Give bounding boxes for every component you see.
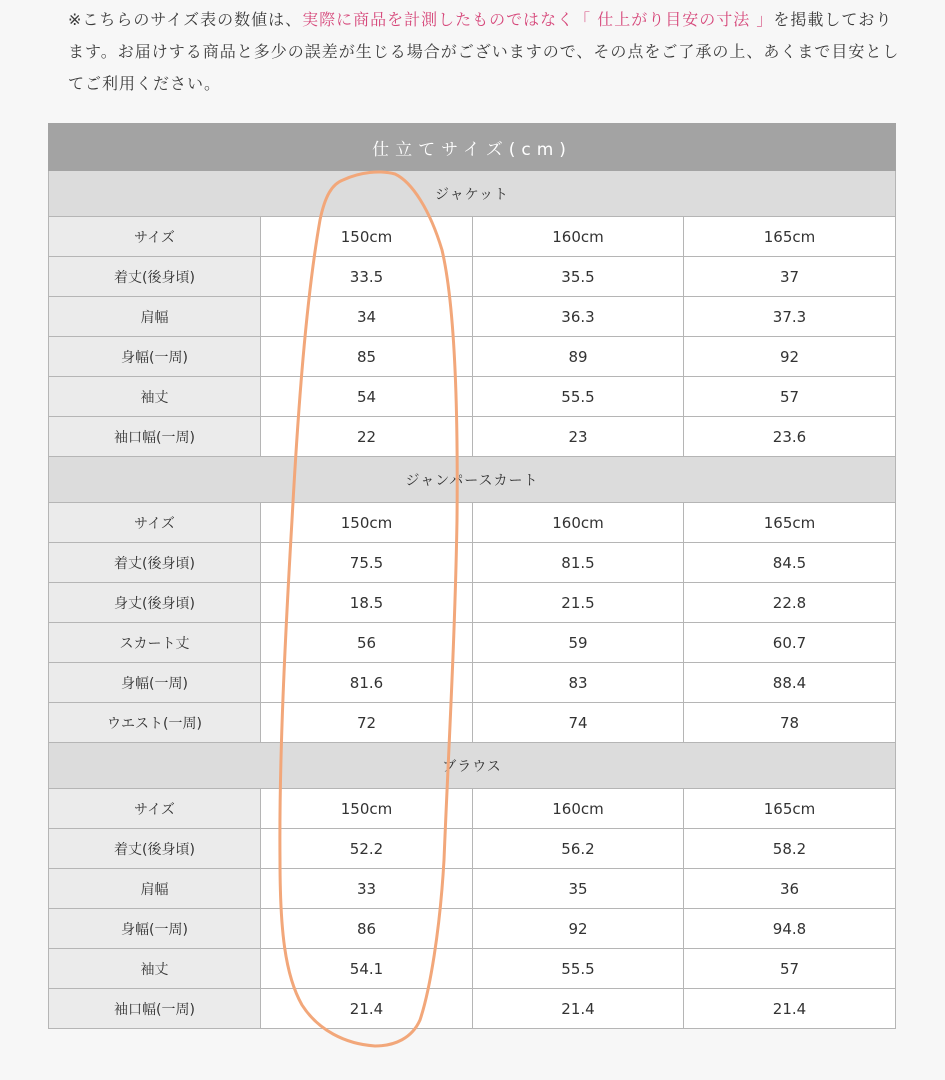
table-cell: 72	[261, 703, 473, 743]
table-cell: 165cm	[684, 789, 896, 829]
table-cell: 36.3	[473, 297, 684, 337]
table-row	[49, 503, 896, 543]
table-title-row	[49, 124, 896, 171]
row-label: 袖丈	[49, 949, 261, 989]
table-row	[49, 417, 896, 457]
table-cell: 33	[261, 869, 473, 909]
table-cell: 92	[684, 337, 896, 377]
table-cell: 59	[473, 623, 684, 663]
notice-text-2: を掲載しております。お届けする商品と多少の誤差が生じる場合がございますので、その点をご了承の上、あくまで目安としてご利用ください。	[68, 10, 900, 93]
section-header: ジャンパースカート	[49, 457, 896, 503]
table-cell: 54	[261, 377, 473, 417]
table-cell: 160cm	[473, 789, 684, 829]
table-cell: 81.6	[261, 663, 473, 703]
table-row	[49, 583, 896, 623]
table-cell: 83	[473, 663, 684, 703]
table-row	[49, 909, 896, 949]
table-cell: 23.6	[684, 417, 896, 457]
table-cell: 92	[473, 909, 684, 949]
table-cell: 55.5	[473, 949, 684, 989]
table-cell: 18.5	[261, 583, 473, 623]
row-label: 身丈(後身頃)	[49, 583, 261, 623]
row-label: 肩幅	[49, 297, 261, 337]
table-cell: 74	[473, 703, 684, 743]
table-row	[49, 297, 896, 337]
row-label: サイズ	[49, 503, 261, 543]
table-cell: 35.5	[473, 257, 684, 297]
table-cell: 86	[261, 909, 473, 949]
table-cell: 94.8	[684, 909, 896, 949]
table-cell: 150cm	[261, 789, 473, 829]
table-cell: 88.4	[684, 663, 896, 703]
table-cell: 37	[684, 257, 896, 297]
section-header: ブラウス	[49, 743, 896, 789]
table-cell: 150cm	[261, 503, 473, 543]
table-cell: 165cm	[684, 503, 896, 543]
row-label: 肩幅	[49, 869, 261, 909]
table-cell: 81.5	[473, 543, 684, 583]
row-label: サイズ	[49, 789, 261, 829]
table-cell: 22.8	[684, 583, 896, 623]
row-label: 身幅(一周)	[49, 663, 261, 703]
table-row	[49, 257, 896, 297]
table-cell: 22	[261, 417, 473, 457]
section-header-row	[49, 457, 896, 503]
row-label: 着丈(後身頃)	[49, 543, 261, 583]
table-cell: 54.1	[261, 949, 473, 989]
table-row	[49, 663, 896, 703]
row-label: 袖口幅(一周)	[49, 417, 261, 457]
table-cell: 160cm	[473, 217, 684, 257]
notice-text-1: ※こちらのサイズ表の数値は、	[68, 10, 303, 29]
table-cell: 55.5	[473, 377, 684, 417]
section-header-row	[49, 743, 896, 789]
row-label: 身幅(一周)	[49, 337, 261, 377]
table-title: 仕立てサイズ(cm)	[49, 124, 896, 171]
table-row	[49, 949, 896, 989]
row-label: 身幅(一周)	[49, 909, 261, 949]
section-header: ジャケット	[49, 171, 896, 217]
table-cell: 56	[261, 623, 473, 663]
row-label: サイズ	[49, 217, 261, 257]
table-cell: 89	[473, 337, 684, 377]
table-row	[49, 789, 896, 829]
table-cell: 21.4	[473, 989, 684, 1029]
row-label: 袖丈	[49, 377, 261, 417]
table-row	[49, 543, 896, 583]
table-cell: 57	[684, 377, 896, 417]
table-cell: 23	[473, 417, 684, 457]
table-row	[49, 377, 896, 417]
table-row	[49, 623, 896, 663]
table-cell: 36	[684, 869, 896, 909]
table-cell: 75.5	[261, 543, 473, 583]
table-cell: 78	[684, 703, 896, 743]
table-cell: 57	[684, 949, 896, 989]
table-cell: 52.2	[261, 829, 473, 869]
table-cell: 150cm	[261, 217, 473, 257]
table-cell: 85	[261, 337, 473, 377]
size-notice	[68, 4, 908, 100]
table-cell: 35	[473, 869, 684, 909]
table-cell: 21.4	[261, 989, 473, 1029]
table-cell: 56.2	[473, 829, 684, 869]
table-row	[49, 703, 896, 743]
table-cell: 37.3	[684, 297, 896, 337]
table-cell: 58.2	[684, 829, 896, 869]
row-label: 着丈(後身頃)	[49, 257, 261, 297]
table-cell: 34	[261, 297, 473, 337]
table-row	[49, 829, 896, 869]
table-row	[49, 869, 896, 909]
row-label: 着丈(後身頃)	[49, 829, 261, 869]
table-cell: 21.5	[473, 583, 684, 623]
table-row	[49, 337, 896, 377]
table-cell: 33.5	[261, 257, 473, 297]
table-cell: 84.5	[684, 543, 896, 583]
table-row	[49, 217, 896, 257]
table-cell: 165cm	[684, 217, 896, 257]
row-label: 袖口幅(一周)	[49, 989, 261, 1029]
table-cell: 160cm	[473, 503, 684, 543]
section-header-row	[49, 171, 896, 217]
notice-highlight: 実際に商品を計測したものではなく「 仕上がり目安の寸法 」	[302, 10, 774, 29]
table-cell: 60.7	[684, 623, 896, 663]
table-row	[49, 989, 896, 1029]
row-label: ウエスト(一周)	[49, 703, 261, 743]
size-table	[48, 123, 896, 1029]
table-cell: 21.4	[684, 989, 896, 1029]
row-label: スカート丈	[49, 623, 261, 663]
